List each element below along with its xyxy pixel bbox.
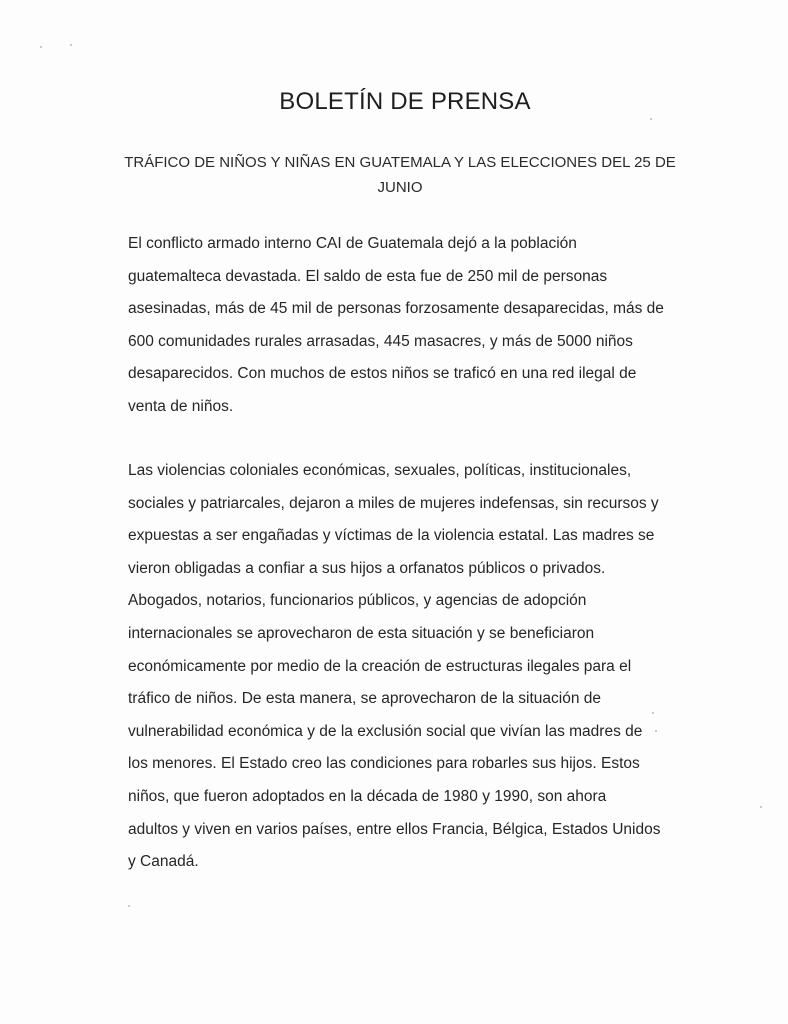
paragraph-line: Las violencias coloniales económicas, sexuales, políticas, institucionales, [128,462,632,479]
scan-speck [70,44,72,46]
paragraph-line: vieron obligadas a confiar a sus hijos a orfanatos públicos o privados. [128,559,606,577]
paragraph-line: niños, que fueron adoptados en la década de 1980 y 1990, son ahora [128,787,607,805]
paragraph-line: adultos y viven en varios países, entre ellos Francia, Bélgica, Estados Unidos [128,820,661,838]
paragraph-2 [128,455,694,879]
paragraph-line: asesinadas, más de 45 mil de personas forzosamente desaparecidas, más de [128,300,664,318]
paragraph-1 [128,228,694,424]
scan-speck [650,118,652,120]
paragraph-line: tráfico de niños. De esta manera, se aprovecharon de la situación de [128,690,602,708]
scan-speck [652,712,654,714]
scan-speck [128,905,130,907]
paragraph-line: Abogados, notarios, funcionarios públicos, y agencias de adopción [128,592,587,610]
paragraph-line: los menores. El Estado creo las condiciones para robarles sus hijos. Estos [128,755,640,773]
subtitle-line: TRÁFICO DE NIÑOS Y NIÑAS EN GUATEMALA Y LAS ELECCIONES DEL 25 DE [124,154,676,171]
document-title: BOLETÍN DE PRENSA [279,88,531,115]
subtitle-line: JUNIO [377,179,423,196]
paragraph-line: expuestas a ser engañadas y víctimas de la violencia estatal. Las madres se [128,527,655,545]
document-subtitle [120,150,680,200]
paragraph-line: sociales y patriarcales, dejaron a miles de mujeres indefensas, sin recursos y [128,494,659,512]
scan-speck [760,806,762,808]
paragraph-line: venta de niños. [128,397,234,415]
paragraph-line: vulnerabilidad económica y de la exclusión social que vivían las madres de [128,722,643,740]
scan-speck [40,46,42,48]
scan-speck [655,730,657,732]
paragraph-line: internacionales se aprovecharon de esta situación y se beneficiaron [128,624,595,642]
paragraph-line: económicamente por medio de la creación de estructuras ilegales para el [128,657,632,675]
paragraph-line: desaparecidos. Con muchos de estos niños se traficó en una red ilegal de [128,365,637,383]
paragraph-line: 600 comunidades rurales arrasadas, 445 masacres, y más de 5000 niños [128,332,633,350]
paragraph-line: El conflicto armado interno CAI de Guatemala dejó a la población [128,235,577,252]
paragraph-line: guatemalteca devastada. El saldo de esta fue de 250 mil de personas [128,267,608,285]
paragraph-line: y Canadá. [128,853,199,871]
